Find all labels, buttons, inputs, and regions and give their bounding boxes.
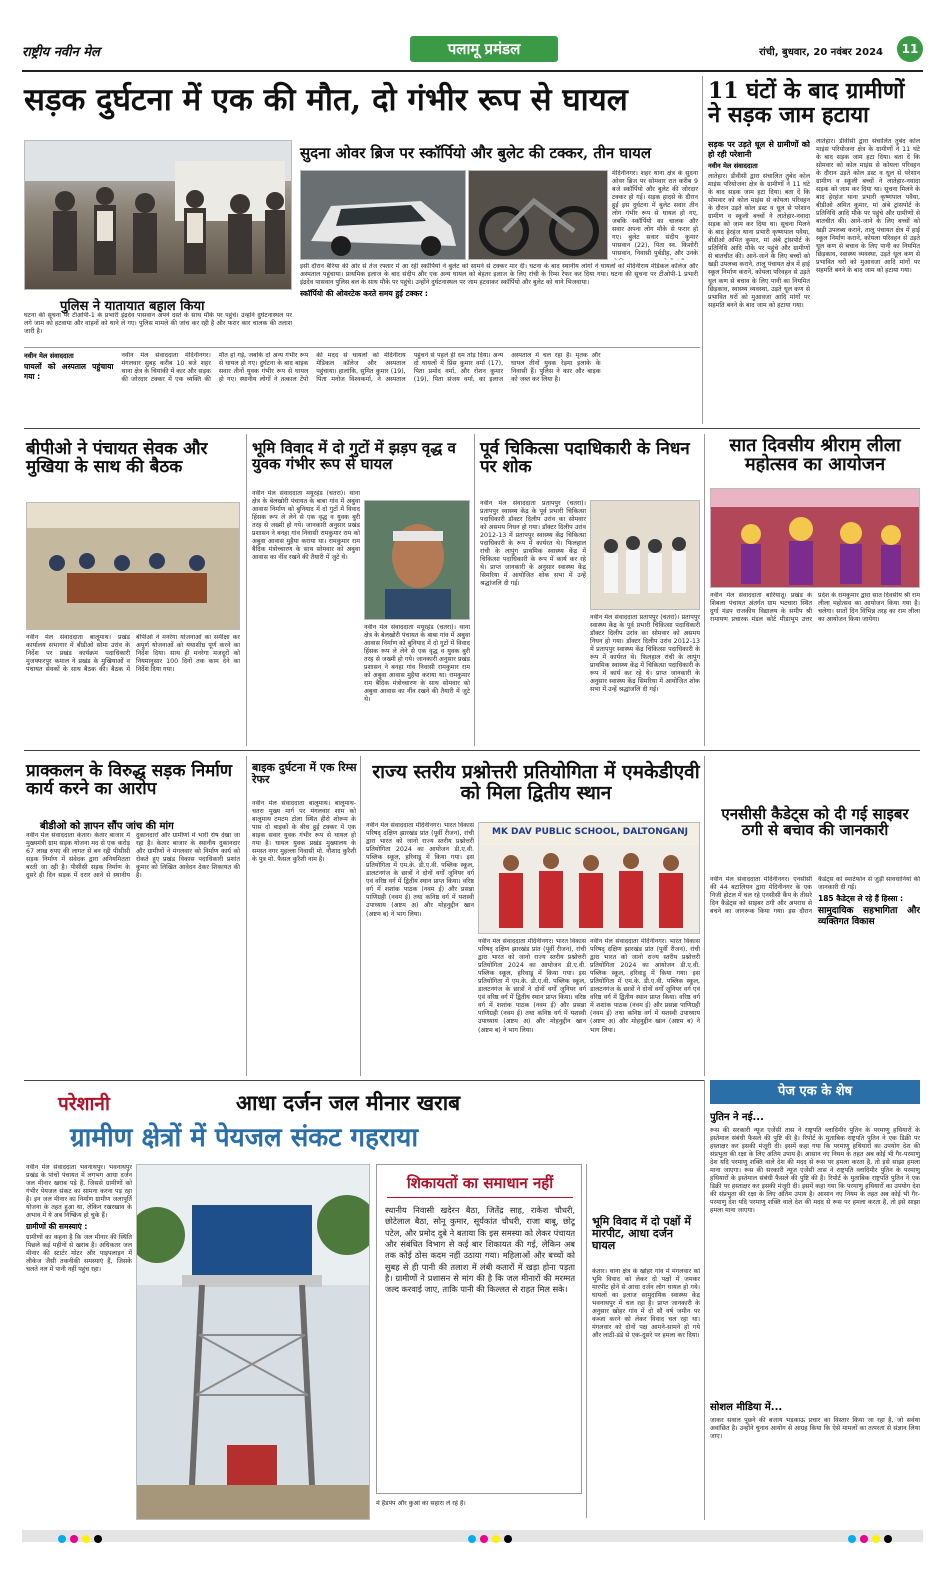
bottom-rule [586,1164,587,1518]
bottom-left-sub: ग्रामीणों की समस्याएं : [26,1222,88,1232]
row2-d-photo [710,488,920,588]
row3-c-body-col2: नवीन मेल संवाददाता मेदिनीनगर। भारत विकास परिषद् दक्षिण झारखंड प्रांत (पूर्वी रीजन), रांची द्वारा भारत को जानो राज्य स्तरीय प्रश्नोत्तरी प्रतियोगिता 2024 का आयोजन डी.ए.वी. पब्लिक स्कूल, हरिवाडू में किया गया। इस प्रतियोगिता में एम.के. डी.ए.वी. पब्लिक स्कूल, डालटनगंज के छात्रों ने दोनों वर्गों जूनियर वर्ग एवं वरिष्ठ वर्ग में द्वितीय स्थान प्राप्त किया। वरिष्ठ वर्ग में शशांक पाठक (नवम ई) और प्रसन्ना पाणिग्रही (नवम ई) तथा कनिष्ठ वर्ग में यशस्वी उपाध्याय (अष्टम अ) और मोहनुद्दीन खान (अष्टम ब) ने भाग लिया। [478,938,586,1034]
shesh-item1-title: पुतिन ने नई... [710,1112,764,1123]
row3-d-headline: एनसीसी कैडेट्स को दी गई साइबर ठगी से बचाव की जानकारी [721,805,909,840]
shesh-item2-body: जाकर सवाल पूछने की बजाय भड़काऊ प्रचार का विस्तार किया जा रहा है, जो सर्वथा अवांछित है। उन्होंने चुनाव आयोग से आग्रह किया कि ऐसे मामलों का तत्परता से संज्ञान लिया जाए। [710,1416,920,1440]
row3-d-body-text: नवीन मेल संवाददाता मेदिनीनगर। एनसीसी की 44 बटालियन द्वारा मेदिनीनगर के एक निजी होटल में चल रहे एनसीसी कैंप के तीसरे दिन कैडेट्स को साइबर ठगी और अपराध से बचने का जागरूक किया गया। इस दौरान कैडेट्स को स्मार्टफोन से जुड़ी सावधानियां की जानकारी दी गई। [710,876,920,916]
lead-divider [24,347,700,348]
complaint-box [376,1164,582,1494]
footer-bar [22,1530,923,1542]
row3-c-photo [478,822,700,934]
row3-a-body: नवीन मेल संवाददाता केतार। केतार बाजार में मुख्यमंत्री ग्राम सड़क योजना मद से एक करोड़ 67 लाख रुपए की लागत से बन रही पीसीसी सड़क निर्माण में संवेदक द्वारा अनियमितता बरती जा रही है। पीसीसी सड़क निर्माण के दूसरे ही दिन सड़क में दरार आने से स्थानीय दुकानदारों और ग्रामीणों में भारी रोष देखा जा रहा है। केतार बाजार के स्थानीय दुकानदार और ग्रामीणों ने मंगलवार को निर्माण कार्य को रोकते हुए प्रखंड विकास पदाधिकारी प्रशांत कुमार को लिखित आवेदन देकर शिकायत की है। [26,832,240,880]
lead-inline-sub: स्कॉर्पियो की ओवरटेक करते समय हुई टक्कर : [300,289,428,299]
lead-body-2-text: इसी दौरान बैरिया की ओर से तेज रफ्तार में आ रही स्कॉर्पियो ने बुलेट को सामने से टक्कर मार दी। घटना के बाद स्थानीय लोगों ने घायलों को मेदिनीराय मेडिकल कॉलेज और अस्पताल पहुंचाया। प्राथमिक इलाज के बाद संदीप और एक अन्य घायल को बेहतर इलाज के लिए रांची के रिम्स रेफर कर दिया गया। घटना की सूचना पर टीओपी-1 प्रभारी इंद्रदेव पासवान पुलिस बल के साथ मौके पर पहुंचे। उन्होंने दुर्घटनास्थल पर जाम हटवाकर स्कॉर्पियो और बुलेट को थाने भिजवाया। [300,263,698,287]
row2-d-headline: सात दिवसीय श्रीराम लीला महोत्सव का आयोजन [729,435,901,476]
ramleela-stage-illustration [711,489,920,588]
row3-b-headline: बाइक दुर्घटना में एक रिम्स रेफर [252,761,357,786]
row2-b-headline: भूमि विवाद में दो गुटों में झड़प वृद्ध व युवक गंभीर रूप से घायल [252,439,456,474]
crowd-illustration [25,141,292,290]
meeting-illustration [27,503,240,630]
complaint-box-body: स्थानीय निवासी खदेरन बैठा, जितेंद्र साह, राकेश चौधरी, छोटेलाल बैठा, सोनू कुमार, सूर्यकांत चौधरी, राजा बाबू, छोटू पटेल, और प्रमोद दुबे ने बताया कि इस समस्या को लेकर पंचायत और संबंधित विभाग से कई बार शिकायत की गई, लेकिन अब तक कोई ठोस कदम नहीं उठाया गया। महिलाओं और बच्चों को सुबह से ही पानी की तलाश में लंबी कतारों में खड़ा होना पड़ता है। ग्रामीणों ने प्रशासन से मांग की है कि जल मीनारों की मरम्मत जल्द करवाई जाए, ताकि पानी की किल्लत से राहत मिल सके। [385,1205,575,1295]
lead-body-3 [24,352,698,414]
page-number [897,36,923,62]
side-body: केतार। थाना क्षेत्र के खोहर गांव में मंगलवार को भूमि विवाद को लेकर दो पक्षों में जमकर मारपीट होने से आधा दर्जन लोग घायल हो गये। घायलों का इलाज सामुदायिक स्वास्थ्य केंद्र भवनाथपुर में चल रहा है। प्राप्त जानकारी के अनुसार खोहर गांव में दो सौ वर्ष जमीन पर कब्जा करने को लेकर विवाद चल रहा था। मंगलवार को दोनों पक्ष आमने-सामने हो गये और लाठी-डंडे से एक-दूसरे पर हमला कर दिया। [592,1268,700,1340]
shesh-item2-title: सोशल मीडिया में... [710,1402,783,1413]
row3-c-body-col3: नवीन मेल संवाददाता मेदिनीनगर। भारत विकास परिषद् दक्षिण झारखंड प्रांत (पूर्वी रीजन), रांची द्वारा भारत को जानो राज्य स्तरीय प्रश्नोत्तरी प्रतियोगिता 2024 का आयोजन डी.ए.वी. पब्लिक स्कूल, हरिवाडू में किया गया। इस प्रतियोगिता में एम.के. डी.ए.वी. पब्लिक स्कूल, डालटनगंज के छात्रों ने दोनों वर्गों जूनियर वर्ग एवं वरिष्ठ वर्ग में द्वितीय स्थान प्राप्त किया। वरिष्ठ वर्ग में शशांक पाठक (नवम ई) और प्रसन्ना पाणिग्रही (नवम ई) तथा कनिष्ठ वर्ग में यशस्वी उपाध्याय (अष्टम अ) और मोहनुद्दीन खान (अष्टम ब) ने भाग लिया। [590,938,700,1034]
row3-d-body [710,876,920,1076]
row3-b-body: नवीन मेल संवाददाता बालूमाथ। बालूमाथ-चतरा मुख्य मार्ग पर मंगलवार शाम को बालूमाथ टमटम टोला स्थित हीरो शोरूम के पास दो बाइकों के बीच हुई टक्कर में एक बाइक सवार युवक गंभीर रूप से घायल हो गया है। घायल युवक प्रखंड मुख्यालय के समस्त नगर मुहल्ला निवासी मो. नौशाद कुरैशी के पुत्र मो. फैसल कुरैशी नाम है। [252,800,356,864]
condolence-illustration [591,501,700,610]
row3-rule-3 [704,756,705,1076]
shesh-item1-body-cont: रूस की सरकारी न्यूज एजेंसी तास ने राष्ट्रपति व्लादिमीर पुतिन के परमाणु हथियारों के इस्तेमाल संबंधी फैसले की पुष्टि की है। रिपोर्ट के मुताबिक राष्ट्रपति पुतिन ने एक डिक्री पर हस्ताक्षर कर इसकी मंजूरी दी। इसमें कहा गया कि परमाणु हथियारों का उपयोग देश की संप्रभुता की रक्षा के लिए अंतिम उपाय है। आसान नए नियम के तहत अब कोई भी गैर-परमाणु देश यदि परमाणु शक्ति वाले देश की मदद से रूस पर हमला करता है, तो इसे साझा हमला माना जाएगा। [710,1167,920,1215]
right-top-byline: नवीन मेल संवाददाता [708,162,758,171]
lead-body-3-text: नवीन मेल संवाददाता मेदिनीनगर। मंगलवार सुबह करीब 10 बजे शहर थाना क्षेत्र के चियांकी में कार और सड़क की जोरदार टक्कर में एक व्यक्ति की मौत हो गई, जबकि दो अन्य गंभीर रूप से घायल हो गए। दुर्घटना के बाद बाइक सवार तीनों युवक गंभीर रूप से घायल हो गए। स्थानीय लोगों ने तत्काल टेंपो की मदद से घायलों को मेदिनीराय मेडिकल कॉलेज और अस्पताल पहुंचाया। हालांकि, सुमित कुमार (19), पिता मनोज विश्वकर्मा, ने अस्पताल पहुंचने से पहले ही दम तोड़ दिया। अन्य दो घायलों में प्रिंस कुमार वर्मा (17), पिता प्रमोद वर्मा, और रोशन कुमार (19), पिता संजय वर्मा, का इलाज अस्पताल में चल रहा है। मृतक और घायल तीनों युवक रेड़मा इलाके के निवासी हैं। पुलिस ने कार और बाइक को जब्त कर लिया है। [121,352,601,384]
right-top-body-col1 [708,138,810,420]
row2-a-body: नवीन मेल संवाददाता बालूमाथ। प्रखंड कार्यालय सभागार में बीडीओ सोमा उरांव के निर्देश पर प्रखंड कार्यक्रम पदाधिकारी मुजफ्फरपुर कमाल ने प्रखंड के मुखियाओं व पंचायत सेवकों के साथ बैठक की। बैठक में बीपीओ ने मनरेगा योजनाओं का समीक्षा कर अपूर्ण योजनाओं को यथाशीघ्र पूर्ण करने का निर्देश दिया। साथ ही मनरेगा मजदूरों को नियमानुसार 100 दिनों तक काम देने का निर्देश दिया गया। [26,634,240,674]
row2-d-body: नवीन मेल संवाददाता बारियातू। प्रखंड के शिबला पंचायत अंतर्गत ग्राम भटचारा स्थित दुर्गा मंडप राजकीय विद्यालय के समीप श्री रामायण प्रचारक मंडल कोर्ट मीडाभूप उत्तर प्रदेश के रामकुमार द्वारा सात दिवसीय श्री राम लीला महोत्सव का आयोजन किया गया है। चलेगा। सातों दिन विभिन्न तरह का राम लीला का आयोजन किया जायेगा। [710,592,920,624]
water-tower-photo [136,1164,370,1520]
paper-name: राष्ट्रीय नवीन मेल [22,45,100,60]
registration-marks [22,1533,923,1545]
right-top-headline: 11 घंटों के बाद ग्रामीणों ने सड़क जाम हटाया [708,78,905,128]
bottom-headline-top: आधा दर्जन जल मीनार खराब [236,1090,461,1115]
row-divider-2 [24,750,920,751]
accident-photo-bike [468,170,608,260]
row2-a-photo [26,502,240,630]
right-top-body-cont: लातेहार। डीवीसी द्वारा संचालित तुबेद कोल माइंस परियोजना क्षेत्र के ग्रामीणों ने 11 घंटे के बाद सड़क जाम हटा दिया। बता दें कि सोमवार को कोल माइंस से कोयला परिवहन के दौरान उड़ते कोल डस्ट व धूल से परेशान ग्रामीण व स्कूली बच्चों ने लातेहार-नवादा सड़क को जाम कर दिया था। सूचना मिलने के बाद हेरहंज थाना प्रभारी कृष्णपाल पवैया, बीडीओ अमित कुमार, मां अंबे ट्रांसपोर्ट के प्रतिनिधि आदि मौके पर पहुंचे और ग्रामीणों से बातचीत की। आने-जाने के लिए बच्चों को खड़ी उपलब्ध कराने, तालू पंचायत क्षेत्र में हाई स्कूल निर्माण कराने, कोयला परिवहन से उड़ते धूल कण से बचाव के लिए पानी का नियमित छिड़काव, स्वास्थ्य व्यवस्था, उड़ते धूल कण से प्रभावित घरों को मुआवजा आदि मांगों पर सहमति बनने के बाद जाम को हटाया गया। [816,138,920,274]
row2-b-body-col2: नवीन मेल संवाददाता मयूरहंड (चतरा)। थाना क्षेत्र के बेलखोरी पंचायत के बाबा गांव में अबुवा आवास निर्माण को बुनियाद में दो गुटों में विवाद हिंसक रूप ले लेने से एक वृद्ध व युवक बुरी तरह से जख्मी हो गये। जानकारी अनुसार प्रखंड प्रशासन ने बनहा गांव निवासी रामकुमार राम को अबुवा आवास मुहैया कराया था। रामकुमार राम बैदिक मंत्रोच्चारण के साथ सोमवार को अबुवा आवास का नींव रखने की तैयारी में जुटे थे। [364,624,470,704]
bottom-left-body2: ग्रामीणों का कहना है कि जल मीनार की स्थिति पिछले कई महीनों से खराब है। अधिकतर जल मीनार की स्टार्टर मोटर और पाइपलाइन में लीकेज जैसी तकनीकी समस्याएं हैं, जिसके चलते नल में पानी नहीं पहुंच रहा। [26,1233,132,1274]
bottom-headline-main: ग्रामीण क्षेत्रों में पेयजल संकट गहराया [70,1123,419,1153]
section-banner [410,36,558,62]
lead-body-right [612,170,698,260]
masthead [22,36,923,68]
accident-photo-car [300,170,466,260]
row2-c-photo [590,500,700,610]
right-top-kicker: सड़क पर उड़ते धूल से ग्रामीणों को हो रही परेशानी [708,140,810,160]
shesh-item-2 [710,1400,920,1520]
section-title: पलामू प्रमंडल [447,40,521,58]
row3-c-headline: राज्य स्तरीय प्रश्नोत्तरी प्रतियोगिता में एमकेडीएवी को मिला द्वितीय स्थान [372,761,700,804]
row2-rule-3 [704,434,705,746]
lead-photo-note: घटना की सूचना पर टीओपी-1 के प्रभारी इंद्रदेव पासवान अपने दस्ते के साथ मौके पर पहुंचे। उन्होंने दुर्घटनास्थल पर लगे जाम को हटवाया और वाहनों को थाने ले गए। पुलिस मामले की जांच कर रही है और फरार कार चालक की तलाश जारी है। [24,312,292,336]
complaint-box-rule [387,1197,573,1198]
row3-d-sub1: सामुदायिक सहभागिता और व्यक्तिगत विकास [818,905,920,928]
row2-c-headline: पूर्व चिकित्सा पदाधिकारी के निधन पर शोक [480,439,690,478]
row2-b-body-col1: नवीन मेल संवाददाता मयूरहंड (चतरा)। थाना क्षेत्र के बेलखोरी पंचायत के बाबा गांव में अबुवा आवास निर्माण को बुनियाद में दो गुटों में विवाद हिंसक रूप ले लेने से एक वृद्ध व युवक बुरी तरह से जख्मी हो गये। जानकारी अनुसार प्रखंड प्रशासन ने बनहा गांव निवासी रामकुमार राम को अबुवा आवास मुहैया कराया था। रामकुमार राम बैदिक मंत्रोच्चारण के साथ सोमवार को अबुवा आवास का नींव रखने की तैयारी में जुटे थे। [252,490,360,562]
row2-a-headline: बीपीओ ने पंचायत सेवक और मुखिया के साथ की बैठक [26,439,208,478]
complaint-box-footer: में हैंडपंप और कुआं का सहारा ले रहे हैं। [376,1500,466,1507]
right-top-body: लातेहार। डीवीसी द्वारा संचालित तुबेद कोल माइंस परियोजना क्षेत्र के ग्रामीणों ने 11 घंटे के बाद सड़क जाम हटा दिया। बता दें कि सोमवार को कोल माइंस से कोयला परिवहन के दौरान उड़ते कोल डस्ट व धूल से परेशान ग्रामीण व स्कूली बच्चों ने लातेहार-नवादा सड़क को जाम कर दिया था। सूचना मिलने के बाद हेरहंज थाना प्रभारी कृष्णपाल पवैया, बीडीओ अमित कुमार, मां अंबे ट्रांसपोर्ट के प्रतिनिधि आदि मौके पर पहुंचे और ग्रामीणों से बातचीत की। आने-जाने के लिए बच्चों को खड़ी उपलब्ध कराने, तालू पंचायत क्षेत्र में हाई स्कूल निर्माण कराने, कोयला परिवहन से उड़ते धूल कण से बचाव के लिए पानी का नियमित छिड़काव, स्वास्थ्य व्यवस्था, उड़ते धूल कण से प्रभावित घरों को मुआवजा आदि मांगों पर सहमति बनने के बाद जाम को हटाया गया। [708,172,810,309]
dateline: रांची, बुधवार, 20 नवंबर 2024 [759,47,883,58]
side-headline: भूमि विवाद में दो पक्षों में मारपीट, आधा दर्जन घायल [592,1215,691,1252]
water-tower-illustration [137,1165,370,1520]
shesh-title: पेज एक के शेष [777,1084,853,1099]
row3-a-headline: प्राक्कलन के विरुद्ध सड़क निर्माण कार्य करने का आरोप [26,761,233,800]
shesh-rule [704,1080,705,1520]
page-number-text: 11 [901,42,919,56]
row2-rule-1 [246,434,247,746]
injured-man-illustration [365,501,470,620]
bottom-left-body [26,1164,132,1518]
bottom-kicker: परेशानी [58,1093,110,1115]
masthead-rule [22,70,923,72]
row2-rule-2 [474,434,475,746]
bike-wreck-illustration [469,171,608,260]
shesh-banner [710,1080,920,1104]
row3-c-body-col1: नवीन मेल संवाददाता मेदिनीनगर। भारत विकास परिषद् दक्षिण झारखंड प्रांत (पूर्वी रीजन), रांची द्वारा भारत को जानो राज्य स्तरीय प्रश्नोत्तरी प्रतियोगिता 2024 का आयोजन डी.ए.वी. पब्लिक स्कूल, हरिवाडू में किया गया। इस प्रतियोगिता में एम.के. डी.ए.वी. पब्लिक स्कूल, डालटनगंज के छात्रों ने दोनों वर्गों जूनियर वर्ग एवं वरिष्ठ वर्ग में द्वितीय स्थान प्राप्त किया। वरिष्ठ वर्ग में शशांक पाठक (नवम ई) और प्रसन्ना पाणिग्रही (नवम ई) तथा कनिष्ठ वर्ग में यशस्वी उपाध्याय (अष्टम अ) और मोहनुद्दीन खान (अष्टम ब) ने भाग लिया। [366,822,474,918]
complaint-box-title: शिकायतों का समाधान नहीं [406,1174,554,1192]
bottom-left-body-text: नवीन मेल संवाददाता भवनाथपुर। भवनाथपुर प्रखंड के पांचों पंचायत में लगभग आधा दर्जन जल मीनार खराब पड़े हैं, जिससे ग्रामीणों को गंभीर पेयजल संकट का सामना करना पड़ रहा है। इन जल मीनार का निर्माण ग्रामीण जलापूर्ति योजना के तहत हुआ था, लेकिन रखरखाव के अभाव में ये अब निष्क्रिय हो चुके हैं। [26,1164,132,1220]
row3-rule-2 [360,756,361,1076]
lead-photo-caption: पुलिस ने यातायात बहाल किया [60,299,205,314]
school-award-illustration [479,823,700,934]
lead-byline: नवीन मेल संवाददाता [24,352,74,360]
row3-d-sub2: 185 कैडेट्स ले रहे हैं हिस्सा : [818,894,903,904]
school-banner-text: MK DAV PUBLIC SCHOOL, DALTONGANJ [491,827,689,837]
row2-c-body-col2: नवीन मेल संवाददाता प्रतापपुर (चतरा)। प्रतापपुर स्वास्थ्य केंद्र के पूर्व प्रभारी चिकित्सा पदाधिकारी डॉक्टर दिलीप उरांव का सोमवार को असमय निधन हो गया। डॉक्टर दिलीप उरांव 2012-13 में प्रतापपुर स्वास्थ्य केंद्र चिकित्सा पदाधिकारी के रूप में कार्यरत थे। फिलहाल रांची के लापुंग प्राथमिक स्वास्थ्य केंद्र में चिकित्सा पदाधिकारी के रूप में कार्य कर रहे थे। प्राप्त जानकारी के अनुसार स्वास्थ्य केंद्र सिमरिया में आयोजित शोक सभा में उन्हें श्रद्धांजलि दी गई। [590,614,700,694]
car-wreck-illustration [301,171,466,260]
shesh-item-1 [710,1110,920,1396]
right-top-body-col2 [816,138,920,420]
lead-photo-crowd [24,140,292,290]
shesh-item1-body: रूस की सरकारी न्यूज एजेंसी तास ने राष्ट्रपति व्लादिमीर पुतिन के परमाणु हथियारों के इस्तेमाल संबंधी फैसले की पुष्टि की है। रिपोर्ट के मुताबिक राष्ट्रपति पुतिन ने एक डिक्री पर हस्ताक्षर कर इसकी मंजूरी दी। इसमें कहा गया कि परमाणु हथियारों का उपयोग देश की संप्रभुता की रक्षा के लिए अंतिम उपाय है। आसान नए नियम के तहत अब कोई भी गैर-परमाणु देश यदि परमाणु शक्ति वाले देश की मदद से रूस पर हमला करता है, तो इसे साझा हमला माना जाएगा। [710,1126,920,1175]
row-divider-3 [24,1080,704,1081]
lead-sub-headline: सुदना ओवर ब्रिज पर स्कॉर्पियो और बुलेट की टक्कर, तीन घायल [300,144,651,162]
row3-rule-1 [246,756,247,1076]
lead-body-1: मेदिनीनगर। शहर थाना क्षेत्र के सुदना ओवर ब्रिज पर सोमवार रात करीब 9 बजे स्कॉर्पियो और बुलेट की जोरदार टक्कर हो गई। सड़क हादसे के दौरान हुई इस दुर्घटना में बुलेट सवार तीन लोग गंभीर रूप से घायल हो गए, जबकि स्कॉर्पियो का चालक और सवार अपना लोग मौके से फरार हो गए। बुलेट सवार संदीप कुमार पासवान (22), पिता स्व. किशोरी पासवान, निवासी पुर्बडीह, और उनके [612,170,698,258]
row2-c-body-col1: नवीन मेल संवाददाता प्रतापपुर (चतरा)। प्रतापपुर स्वास्थ्य केंद्र के पूर्व प्रभारी चिकित्सा पदाधिकारी डॉक्टर दिलीप उरांव का सोमवार को असमय निधन हो गया। डॉक्टर दिलीप उरांव 2012-13 में प्रतापपुर स्वास्थ्य केंद्र चिकित्सा पदाधिकारी के रूप में कार्यरत थे। फिलहाल रांची के लापुंग प्राथमिक स्वास्थ्य केंद्र में चिकित्सा पदाधिकारी के रूप में कार्य कर रहे थे। प्राप्त जानकारी के अनुसार स्वास्थ्य केंद्र सिमरिया में आयोजित शोक सभा में उन्हें श्रद्धांजलि दी गई। [480,500,586,588]
row2-b-photo [364,500,470,620]
right-column-rule [702,76,703,424]
lead-inline-sub-1: घायलों को अस्पताल पहुंचाया गया : [24,362,114,382]
row3-a-sub: बीडीओ को ज्ञापन सौंप जांच की मांग [40,821,174,832]
lead-headline: सड़क दुर्घटना में एक की मौत, दो गंभीर रूप से घायल [24,82,628,118]
lead-body-2 [300,263,698,321]
row-divider-1 [24,428,920,429]
